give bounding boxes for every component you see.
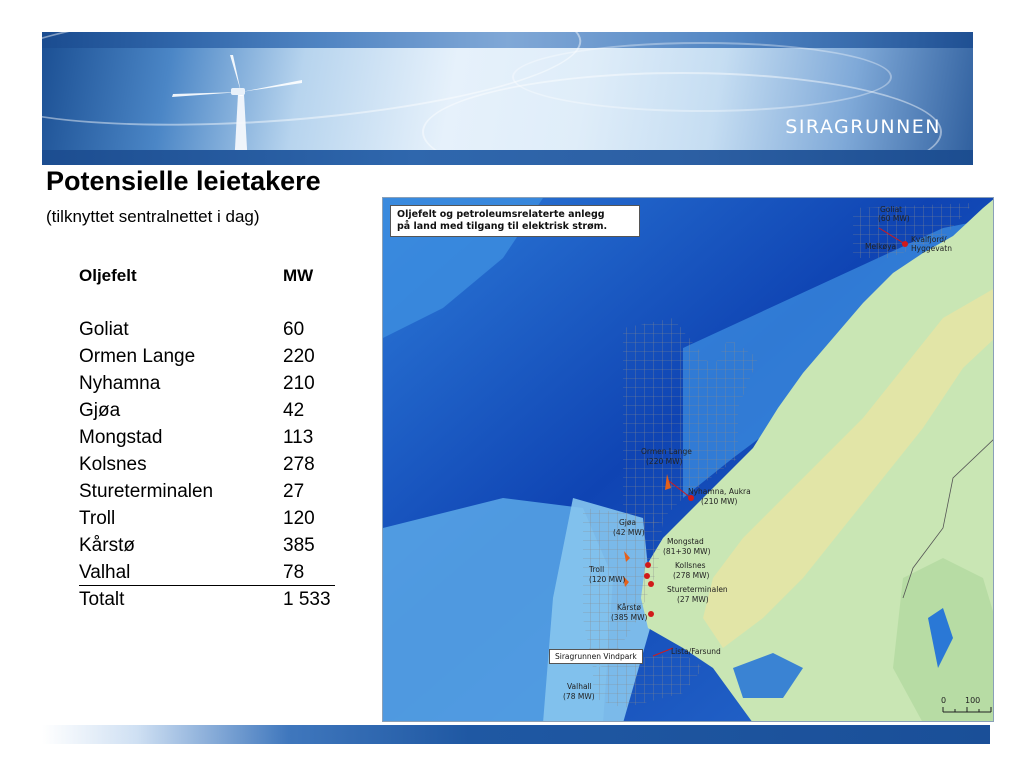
label-sture-mw: (27 MW) bbox=[677, 595, 709, 604]
wind-turbine-icon bbox=[152, 52, 332, 165]
label-hyggevatn: Hyggevatn bbox=[911, 244, 952, 253]
label-ormen-lange-mw: (220 MW) bbox=[646, 457, 683, 466]
map-caption-line1: Oljefelt og petroleumsrelaterte anlegg bbox=[397, 209, 605, 220]
table-row bbox=[79, 424, 339, 451]
map-caption bbox=[390, 205, 640, 237]
oil-field-table bbox=[79, 262, 339, 613]
table-row bbox=[79, 316, 339, 343]
label-goliat-mw: (60 MW) bbox=[878, 214, 910, 223]
column-header-mw: MW bbox=[283, 266, 314, 285]
label-nyhamna-mw: (210 MW) bbox=[701, 497, 738, 506]
map-caption-line2: på land med tilgang til elektrisk strøm. bbox=[397, 221, 608, 232]
label-karsto: Kårstø bbox=[617, 603, 641, 612]
label-kvalfjord: Kvalfjord/ bbox=[911, 235, 947, 244]
label-nyhamna: Nyhamna, Aukra bbox=[688, 487, 751, 496]
table-row bbox=[79, 559, 335, 586]
field-name: Troll bbox=[79, 508, 116, 529]
column-header-name: Oljefelt bbox=[79, 266, 137, 285]
header-banner bbox=[42, 32, 973, 165]
table-header-row bbox=[79, 262, 339, 289]
table-total-row bbox=[79, 586, 339, 613]
karsto-marker bbox=[648, 611, 654, 617]
field-name: Ormen Lange bbox=[79, 346, 196, 367]
label-kolsnes-mw: (278 MW) bbox=[673, 571, 710, 580]
field-mw: 27 bbox=[283, 481, 305, 502]
table-row bbox=[79, 343, 339, 370]
label-mongstad: Mongstad bbox=[667, 537, 704, 546]
field-mw: 60 bbox=[283, 319, 305, 340]
field-name: Nyhamna bbox=[79, 373, 161, 394]
table-row bbox=[79, 532, 339, 559]
label-gjoa: Gjøa bbox=[619, 518, 637, 527]
banner-wave bbox=[512, 42, 892, 112]
label-gjoa-mw: (42 MW) bbox=[613, 528, 645, 537]
field-name: Gjøa bbox=[79, 400, 121, 421]
total-label: Totalt bbox=[79, 589, 125, 610]
field-mw: 210 bbox=[283, 373, 315, 394]
scale-end-label: 100 bbox=[965, 696, 981, 705]
field-name: Kolsnes bbox=[79, 454, 147, 475]
field-name: Mongstad bbox=[79, 427, 163, 448]
map-figure bbox=[382, 197, 994, 722]
page-subtitle: (tilknyttet sentralnettet i dag) bbox=[46, 207, 260, 226]
field-mw: 220 bbox=[283, 346, 315, 367]
field-mw: 42 bbox=[283, 400, 305, 421]
label-melkoya: Melkøya bbox=[865, 242, 897, 251]
field-name: Goliat bbox=[79, 319, 129, 340]
table-row bbox=[79, 505, 339, 532]
label-troll: Troll bbox=[589, 565, 605, 574]
vindpark-label: Siragrunnen Vindpark bbox=[549, 649, 643, 664]
label-ormen-lange: Ormen Lange bbox=[641, 447, 692, 456]
scale-start-label: 0 bbox=[941, 696, 947, 705]
field-mw: 113 bbox=[283, 427, 314, 448]
field-mw: 278 bbox=[283, 454, 315, 475]
label-sture: Stureterminalen bbox=[667, 585, 728, 594]
table-row bbox=[79, 370, 339, 397]
field-mw: 120 bbox=[283, 508, 315, 529]
brand-logo-text: SIRAGRUNNEN bbox=[785, 116, 941, 138]
label-mongstad-mw: (81+30 MW) bbox=[663, 547, 711, 556]
field-mw: 78 bbox=[283, 562, 305, 583]
label-goliat: Goliat bbox=[880, 205, 903, 214]
table-row bbox=[79, 478, 339, 505]
table-row bbox=[79, 451, 339, 478]
map-graphic bbox=[383, 198, 994, 722]
label-lista: Lista/Farsund bbox=[671, 647, 721, 656]
total-value: 1 533 bbox=[283, 589, 331, 610]
page-title: Potensielle leietakere bbox=[46, 166, 321, 196]
field-name: Stureterminalen bbox=[79, 481, 214, 502]
table-spacer bbox=[79, 289, 339, 316]
field-name: Valhal bbox=[79, 562, 131, 583]
label-troll-mw: (120 MW) bbox=[589, 575, 626, 584]
footer-bar bbox=[42, 725, 990, 744]
banner-stripe bbox=[42, 150, 973, 165]
field-mw: 385 bbox=[283, 535, 315, 556]
table-row bbox=[79, 397, 339, 424]
label-valhal: Valhall bbox=[567, 682, 592, 691]
label-karsto-mw: (385 MW) bbox=[611, 613, 648, 622]
label-valhal-mw: (78 MW) bbox=[563, 692, 595, 701]
field-name: Kårstø bbox=[79, 535, 135, 556]
label-kolsnes: Kollsnes bbox=[675, 561, 706, 570]
